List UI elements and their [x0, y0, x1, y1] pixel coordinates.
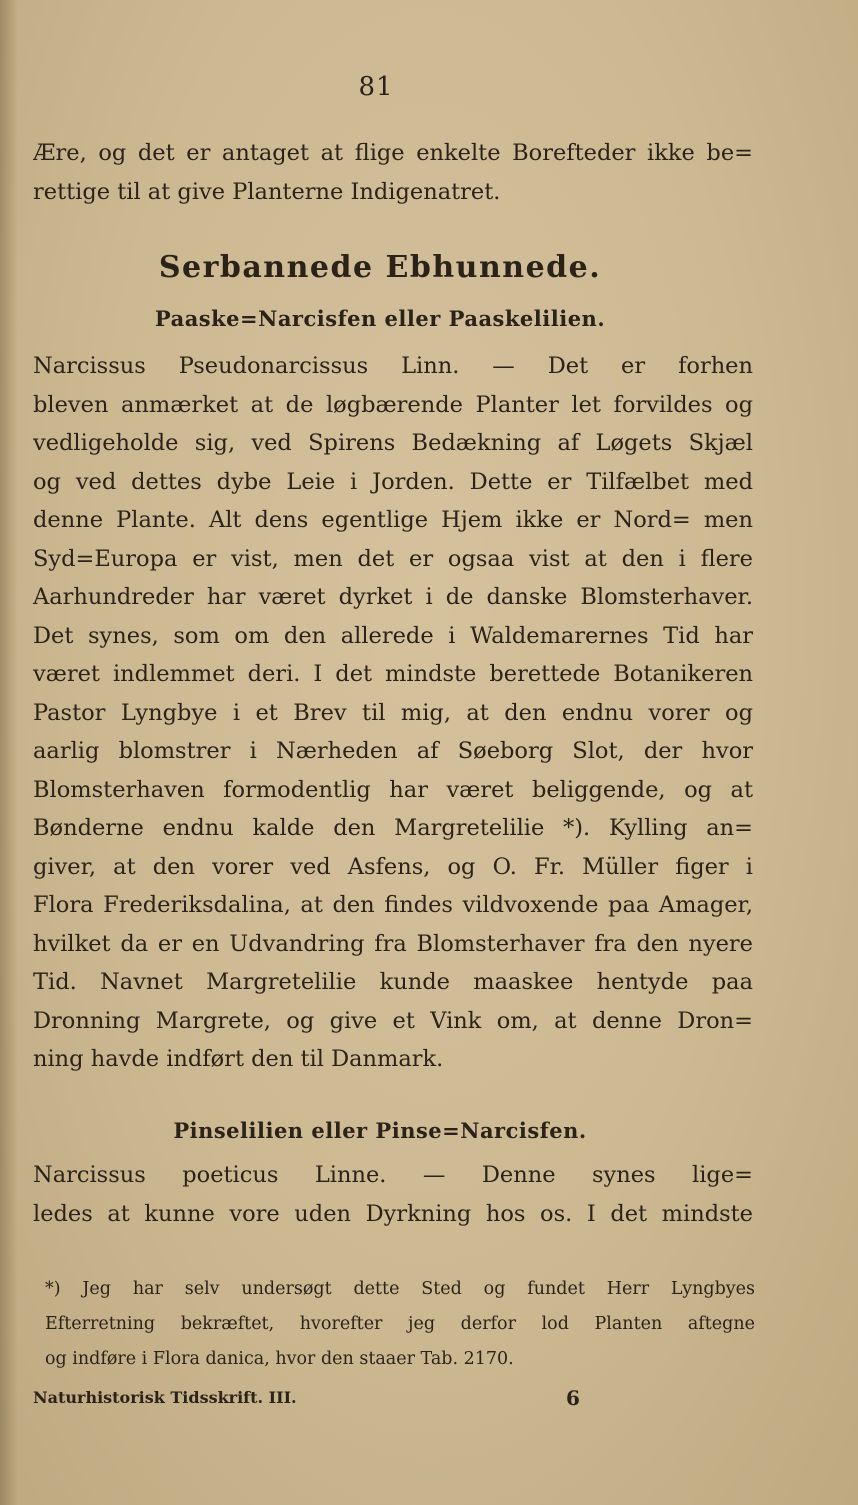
text-line: Narcissus poeticus Linne. — Denne synes lige= — [33, 1162, 753, 1188]
text-line: giver, at den vorer ved Asfens, og O. Fr. Müller figer i — [33, 853, 753, 880]
text-line: Tid. Navnet Margretelilie kunde maaskee hentyde paa — [33, 969, 753, 995]
text-line: Aarhundreder har været dyrket i de danske Blomsterhaver. — [33, 584, 753, 610]
text-line: Dronning Margrete, og give et Vink om, at denne Dron= — [33, 1007, 753, 1034]
text-line: Narcissus Pseudonarcissus Linn. — Det er forhen — [33, 353, 753, 379]
text-line: Det synes, som om den allerede i Waldemarernes Tid har — [33, 622, 753, 649]
text-line: ning havde indført den til Danmark. — [33, 1046, 444, 1072]
text-line: og ved dettes dybe Leie i Jorden. Dette er Tilfælbet med — [33, 468, 753, 495]
journal-title-footer: Naturhistorisk Tidsskrift. III. — [33, 1388, 297, 1407]
footnote-line: og indføre i Flora danica, hvor den staaer Tab. 2170. — [45, 1349, 514, 1369]
text-line: ledes at kunne vore uden Dyrkning hos os. I det mindste — [33, 1200, 753, 1227]
text-line: aarlig blomstrer i Nærheden af Søeborg Slot, der hvor — [33, 738, 753, 764]
text-line: Flora Frederiksdalina, at den findes vildvoxende paa Amager, — [33, 892, 753, 918]
sub-heading-pinselilien: Pinselilien eller Pinse=Narcisfen. — [173, 1118, 587, 1143]
text-line: Ære, og det er antaget at flige enkelte Borefteder ikke be= — [33, 140, 753, 166]
text-line: Blomsterhaven formodentlig har været beliggende, og at — [33, 776, 753, 803]
spine-shadow — [0, 0, 18, 1505]
intro-paragraph — [33, 134, 753, 211]
text-line: Pastor Lyngbye i et Brev til mig, at den endnu vorer og — [33, 699, 753, 726]
text-line: været indlemmet deri. I det mindste berettede Botanikeren — [33, 661, 753, 687]
text-line: vedligeholde sig, ved Spirens Bedækning af Løgets Skjæl — [33, 430, 753, 456]
paragraph-pseudonarcissus — [33, 347, 753, 1079]
footnote — [45, 1272, 755, 1377]
text-line: hvilket da er en Udvandring fra Blomsterhaver fra den nyere — [33, 930, 753, 957]
text-line: bleven anmærket at de løgbærende Planter let forvildes og — [33, 391, 753, 418]
footnote-line: Efterretning bekræftet, hvorefter jeg derfor lod Planten aftegne — [45, 1314, 755, 1334]
sub-heading-paaskelilien: Paaske=Narcisfen eller Paaskelilien. — [154, 306, 606, 331]
text-line: Bønderne endnu kalde den Margretelilie *). Kylling an= — [33, 815, 753, 841]
page-number: 81 — [358, 72, 394, 102]
signature-mark: 6 — [566, 1386, 580, 1410]
text-line: denne Plante. Alt dens egentlige Hjem ikke er Nord= men — [33, 507, 753, 533]
section-heading: Serbannede Ebhunnede. — [158, 250, 602, 285]
footnote-line: *) Jeg har selv undersøgt dette Sted og fundet Herr Lyngbyes — [45, 1279, 755, 1299]
text-line: Syd=Europa er vist, men det er ogsaa vist at den i flere — [33, 545, 753, 572]
paragraph-poeticus — [33, 1156, 753, 1233]
text-line: rettige til at give Planterne Indigenatret. — [33, 178, 501, 205]
